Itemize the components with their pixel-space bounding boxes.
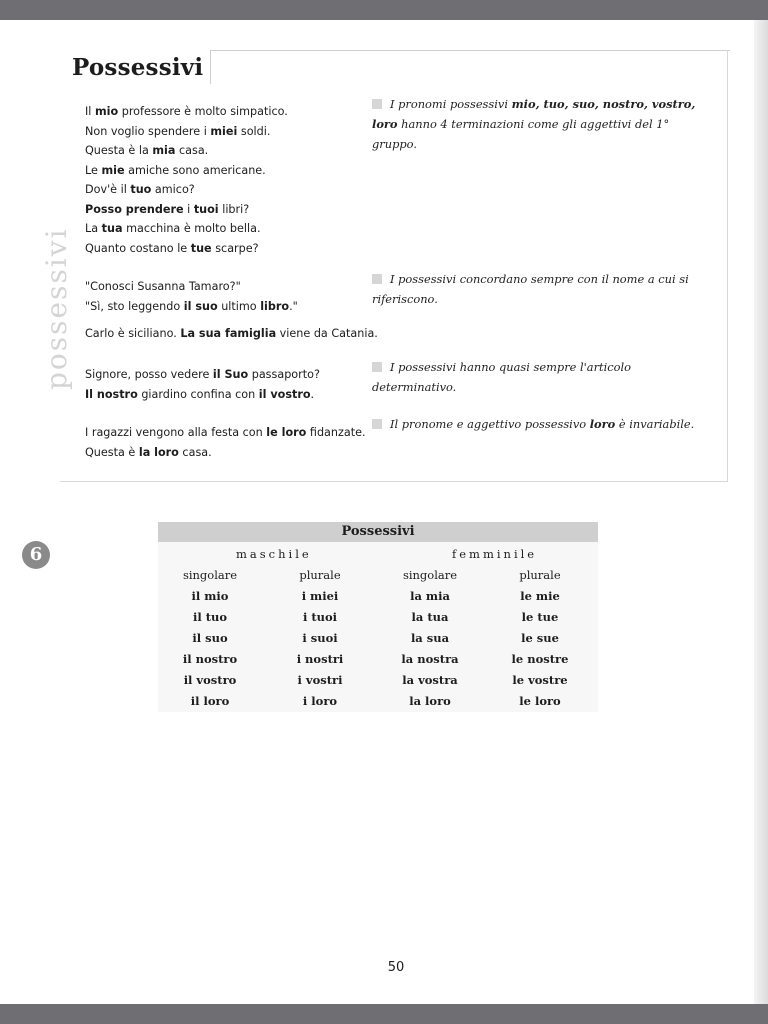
table-cell: il tuo — [192, 610, 228, 624]
example-sentence: Dov'è il tuo amico? — [85, 183, 195, 196]
square-bullet-icon — [372, 99, 382, 109]
example-sentence: Non voglio spendere i miei soldi. — [85, 124, 271, 138]
table-cell: le loro — [519, 694, 561, 708]
table-cell: le tue — [521, 610, 559, 624]
grammar-note-4: Il pronome e aggettivo possessivo loro è invariabile. — [372, 414, 702, 434]
square-bullet-icon — [372, 274, 382, 284]
grammar-note-2: I possessivi concordano sempre con il nome a cui si riferiscono. — [372, 272, 689, 306]
group-label-feminine: femminile — [452, 547, 538, 561]
table-cell: la nostra — [401, 652, 459, 666]
example-sentence: "Conosci Susanna Tamaro?" — [85, 280, 241, 293]
grammar-note-3: I possessivi hanno quasi sempre l'articolo determinativo. — [372, 360, 631, 394]
table-cell: la loro — [409, 694, 451, 708]
side-chapter-label: possessivi — [40, 227, 73, 390]
table-title: Possessivi — [158, 522, 598, 542]
table-cell: la sua — [410, 631, 450, 645]
example-sentence: Il nostro giardino confina con il vostro. — [85, 387, 315, 401]
example-sentence: La tua macchina è molto bella. — [85, 222, 261, 235]
box-title-rule — [210, 50, 211, 84]
box-bottom-rule — [60, 481, 728, 482]
square-bullet-icon — [372, 419, 382, 429]
square-bullet-icon — [372, 362, 382, 372]
table-cell: i tuoi — [302, 610, 338, 624]
table-cell: la vostra — [402, 673, 458, 687]
group-label-masculine: maschile — [236, 547, 312, 561]
example-sentence: Le mie amiche sono americane. — [85, 163, 266, 177]
chapter-number-badge: 6 — [22, 541, 50, 569]
box-right-rule — [727, 50, 728, 482]
example-sentence: "Sì, sto leggendo il suo ultimo libro." — [85, 299, 298, 313]
table-header: plurale — [299, 568, 341, 582]
examples-group-3 — [85, 324, 378, 344]
table-cell: le mie — [520, 589, 560, 603]
table-cell: i suoi — [302, 631, 338, 645]
page-number: 50 — [387, 960, 405, 975]
page-edge — [754, 20, 768, 1004]
example-sentence: Il mio professore è molto simpatico. — [85, 105, 288, 118]
example-sentence: Quanto costano le tue scarpe? — [85, 241, 259, 255]
example-sentence: Questa è la loro casa. — [85, 445, 212, 459]
table-cell: il mio — [191, 589, 229, 603]
table-cell: la tua — [411, 610, 449, 624]
table-cell: il suo — [192, 631, 228, 645]
box-top-rule — [210, 50, 730, 51]
table-header: singolare — [402, 568, 458, 582]
examples-group-2 — [85, 277, 298, 316]
table-cell: i miei — [301, 589, 339, 603]
bottom-bar — [0, 1004, 768, 1024]
examples-group-5 — [85, 423, 366, 462]
table-cell: il vostro — [183, 673, 237, 687]
table-cell: il loro — [190, 694, 230, 708]
table-cell: il nostro — [182, 652, 238, 666]
example-sentence: Carlo è siciliano. La sua famiglia viene da Catania. — [85, 327, 378, 340]
example-sentence: Signore, posso vedere il Suo passaporto? — [85, 368, 320, 381]
table-cell: le sue — [521, 631, 559, 645]
grammar-note-1: I pronomi possessivi mio, tuo, suo, nostro, vostro, loro hanno 4 terminazioni come gli aggettivi del 1° gruppo. — [372, 97, 696, 151]
table-cell: la mia — [410, 589, 450, 603]
table-header: singolare — [182, 568, 238, 582]
examples-group-4 — [85, 365, 320, 404]
table-cell: le nostre — [511, 652, 569, 666]
page-title: Possessivi — [72, 54, 204, 81]
table-header: plurale — [519, 568, 561, 582]
table-cell: le vostre — [512, 673, 568, 687]
table-cell: i vostri — [297, 673, 343, 687]
table-cell: i nostri — [296, 652, 344, 666]
table-cell: i loro — [302, 694, 338, 708]
example-sentence: Posso prendere i tuoi libri? — [85, 202, 250, 216]
example-sentence: Questa è la mia casa. — [85, 144, 209, 157]
example-sentence: I ragazzi vengono alla festa con le loro fidanzate. — [85, 426, 366, 439]
examples-group-1 — [85, 102, 288, 258]
top-bar — [0, 0, 768, 20]
